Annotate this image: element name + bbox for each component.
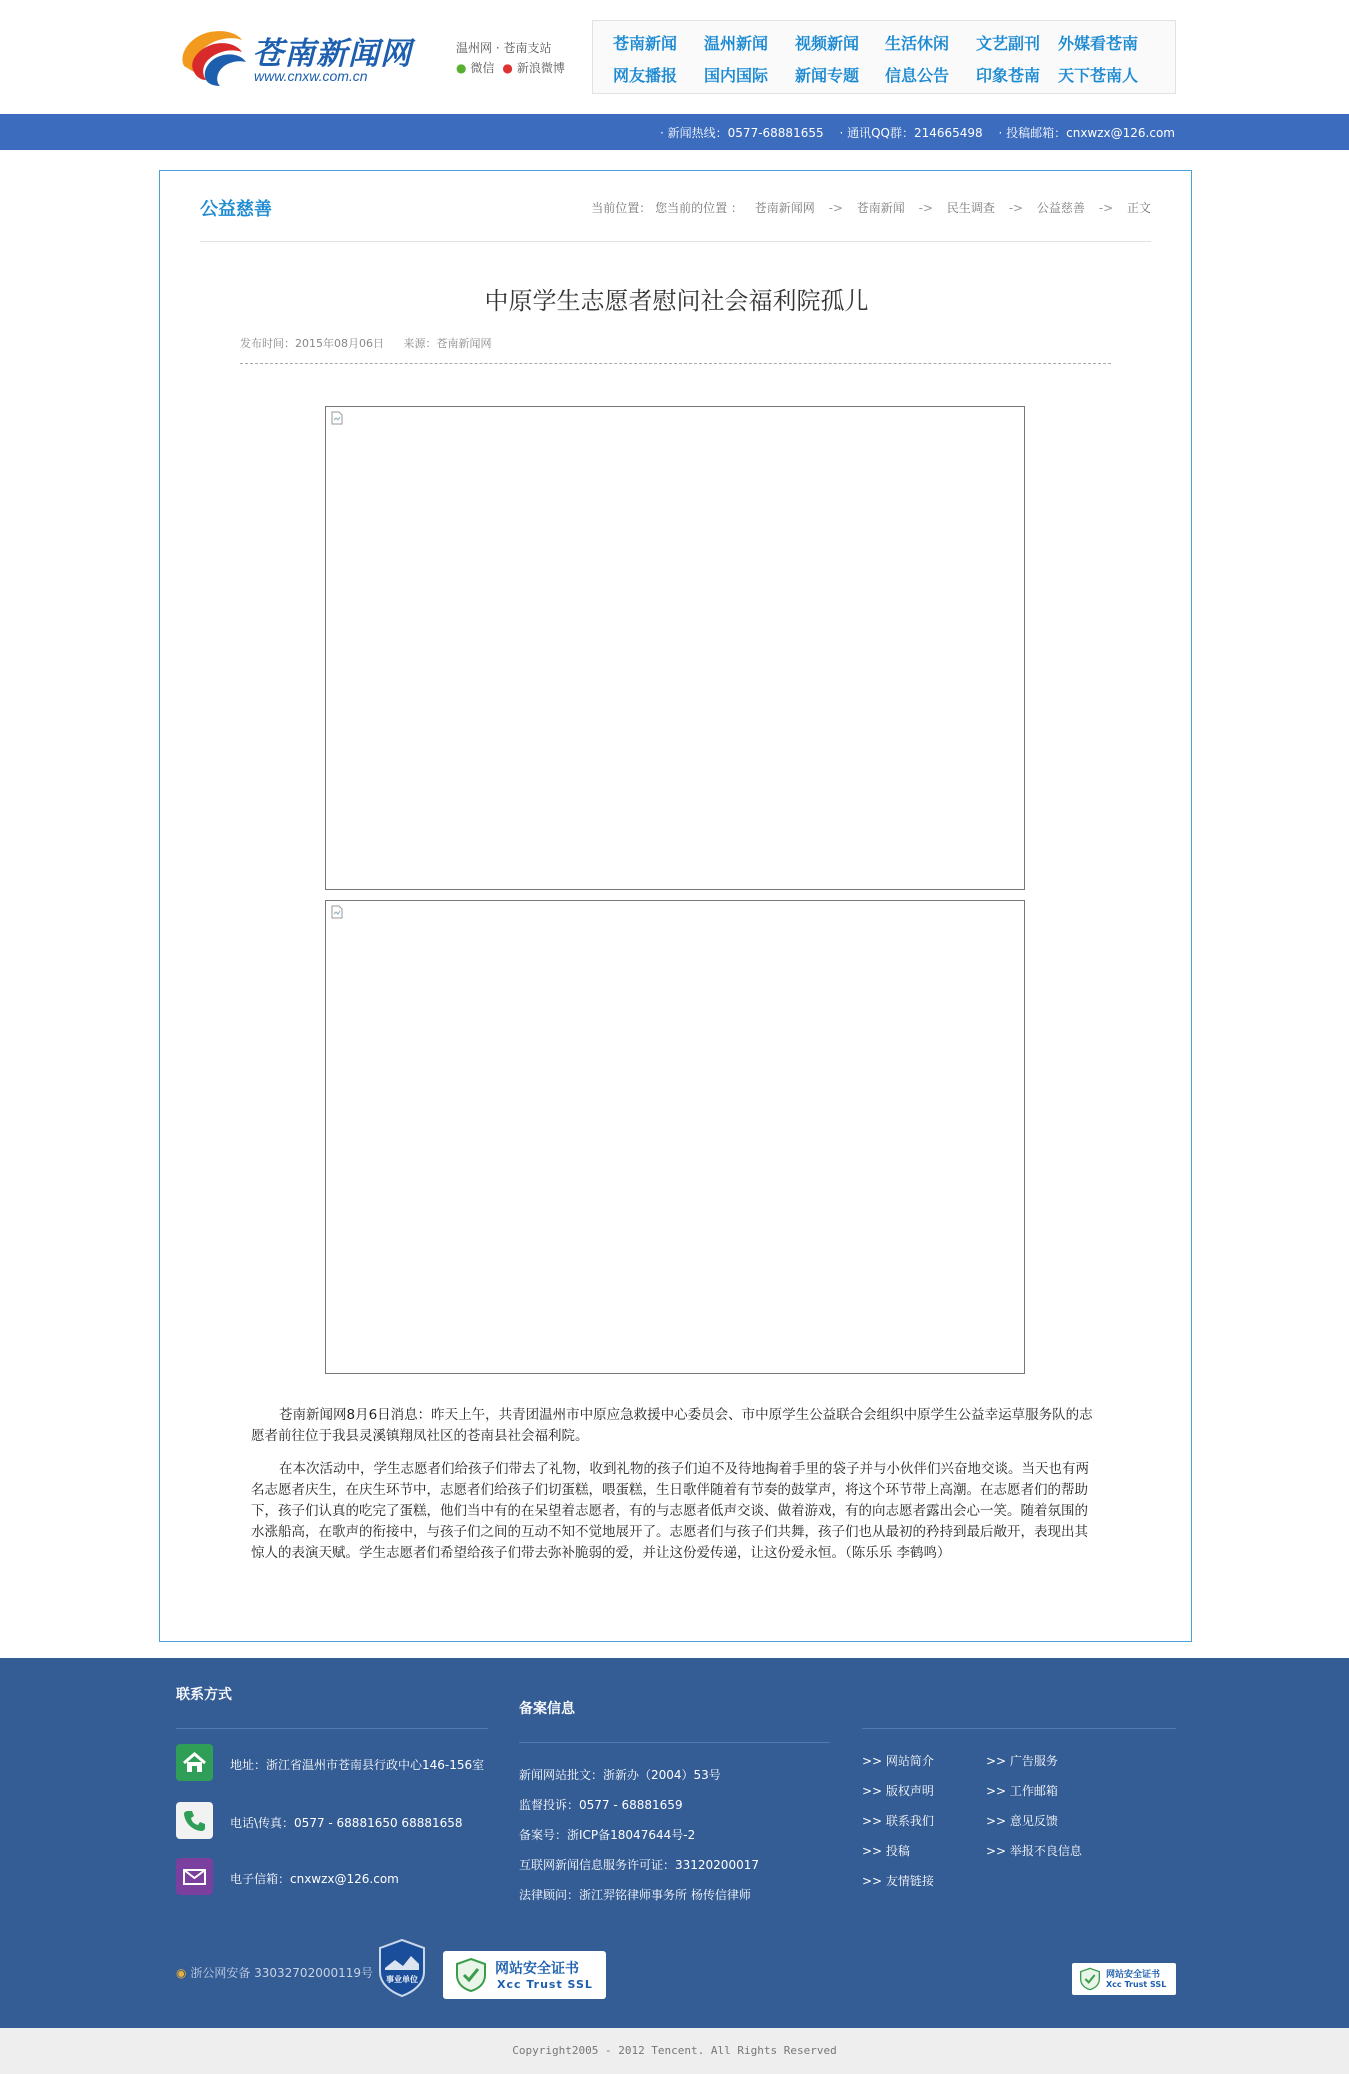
cert-subtitle: Xcc Trust SSL [497, 1978, 593, 1991]
home-icon [176, 1744, 213, 1781]
breadcrumb-item[interactable]: 民生调查 [946, 201, 995, 215]
divider [862, 1728, 1176, 1729]
main-nav [592, 20, 1176, 94]
nav-item[interactable]: 新闻专题 [795, 66, 860, 85]
nav-item[interactable]: 文艺副刊 [976, 34, 1041, 53]
site-header [0, 0, 1349, 114]
shield-check-icon [453, 1957, 489, 1993]
footer-link[interactable]: >> 举报不良信息 [986, 1844, 1082, 1858]
police-record[interactable] [176, 1964, 373, 1981]
article-source: 来源：苍南新闻网 [403, 337, 492, 350]
article-meta [240, 335, 508, 351]
weibo-icon: ● [502, 61, 513, 75]
copyright: Copyright2005 - 2012 Tencent. All Rights Reserved [0, 2028, 1349, 2074]
weixin-link[interactable]: 微信 [470, 61, 495, 75]
qq-text: · 通讯QQ群：214665498 [839, 126, 983, 140]
breadcrumb-sep: -> [918, 201, 934, 215]
site-url: www.cnxw.com.cn [254, 68, 368, 84]
category-title: 公益慈善 [200, 199, 272, 220]
police-emblem-icon: ◉ [176, 1966, 187, 1980]
article-paragraph: 苍南新闻网8月6日消息：昨天上午，共青团温州市中原应急救援中心委员会、市中原学生公益联合会组织中原学生公益幸运草服务队的志愿者前往位于我县灵溪镇翔凤社区的苍南县社会福利院。 [251, 1407, 1093, 1444]
broken-image-icon [330, 411, 344, 425]
divider [519, 1742, 830, 1743]
weixin-icon: ● [456, 61, 467, 75]
mail-icon [176, 1858, 213, 1895]
site-logo[interactable] [176, 26, 436, 88]
phone-icon [176, 1802, 213, 1839]
beian-line: 法律顾问：浙江羿铭律师事务所 杨传信律师 [519, 1888, 751, 1902]
breadcrumb-item[interactable]: 苍南新闻 [856, 201, 905, 215]
nav-item[interactable]: 印象苍南 [976, 66, 1041, 85]
address-text: 地址：浙江省温州市苍南县行政中心146-156室 [230, 1758, 485, 1772]
beian-title: 备案信息 [519, 1701, 575, 1717]
cert-title: 网站安全证书 [1106, 1970, 1161, 1980]
hotline-text: · 新闻热线：0577-68881655 [660, 126, 824, 140]
breadcrumb-sep: -> [828, 201, 843, 215]
site-footer [0, 1658, 1349, 2028]
footer-link[interactable]: >> 工作邮箱 [986, 1784, 1058, 1798]
logo-swoosh-icon [176, 26, 252, 88]
email-text[interactable]: 电子信箱：cnxwzx@126.com [230, 1872, 399, 1886]
breadcrumb-item[interactable]: 公益慈善 [1036, 201, 1085, 215]
breadcrumb [591, 199, 1151, 216]
public-institution-badge-icon[interactable] [377, 1938, 427, 1998]
breadcrumb-item[interactable]: 苍南新闻网 [754, 201, 815, 215]
breadcrumb-sep: -> [1008, 201, 1024, 215]
phone-text: 电话\传真：0577 - 68881650 68881658 [230, 1816, 463, 1830]
breadcrumb-item: 正文 [1126, 201, 1151, 215]
nav-item[interactable]: 外媒看苍南 [1058, 34, 1139, 53]
breadcrumb-you-are: 您当前的位置 ： [655, 201, 743, 215]
breadcrumb-sep: -> [1098, 201, 1114, 215]
nav-item[interactable]: 国内国际 [704, 66, 769, 85]
article-paragraph: 在本次活动中，学生志愿者们给孩子们带去了礼物，收到礼物的孩子们迫不及待地掏着手里的袋子并与小伙伴们兴奋地交谈。当天也有两名志愿者庆生，在庆生环节中，志愿者们给孩子们切蛋糕，喂蛋糕，生日歌伴随着有节奏的鼓掌声，将这个环节带上高潮。在志愿者们的帮助下，孩子们认真的吃完了蛋糕，他们当中有的在呆望着志愿者，有的与志愿者低声交谈、做着游戏，有的向志愿者露出会心一笑。随着氛围的水涨船高，在歌声的衔接中，与孩子们之间的互动不知不觉地展开了。志愿者们与孩子们共舞，孩子们也从最初的矜持到最后敞开，表现出其惊人的表演天赋。学生志愿者们希望给孩子们带去弥补脆弱的爱，并让这份爱传递，让这份爱永恒。（陈乐乐 李鹤鸣） [251, 1461, 1089, 1561]
footer-link[interactable]: >> 投稿 [862, 1844, 910, 1858]
footer-link[interactable]: >> 友情链接 [862, 1874, 934, 1888]
divider [176, 1728, 488, 1729]
footer-link[interactable]: >> 网站简介 [862, 1754, 934, 1768]
publish-time: 发布时间：2015年08月06日 [240, 337, 384, 350]
police-record-text: 浙公网安备 33032702000119号 [190, 1966, 374, 1980]
nav-item[interactable]: 视频新闻 [795, 34, 860, 53]
footer-link[interactable]: >> 版权声明 [862, 1784, 934, 1798]
sub-info [456, 38, 569, 78]
nav-item[interactable]: 苍南新闻 [613, 34, 678, 53]
dashed-divider [240, 363, 1111, 364]
cert-subtitle: Xcc Trust SSL [1106, 1980, 1167, 1989]
beian-line: 互联网新闻信息服务许可证：33120200017 [519, 1858, 759, 1872]
nav-item[interactable]: 生活休闲 [885, 34, 950, 53]
nav-item[interactable]: 天下苍南人 [1058, 66, 1139, 85]
beian-line[interactable]: 备案号：浙ICP备18047644号-2 [519, 1828, 696, 1842]
contact-title: 联系方式 [176, 1687, 232, 1703]
contact-topbar [0, 114, 1349, 150]
footer-link[interactable]: >> 广告服务 [986, 1754, 1058, 1768]
article-title: 中原学生志愿者慰问社会福利院孤儿 [484, 287, 869, 315]
article-box [159, 170, 1192, 1642]
ssl-certificate-badge[interactable] [443, 1951, 606, 1999]
nav-item[interactable]: 温州新闻 [704, 34, 769, 53]
article-image [325, 900, 1025, 1374]
shield-check-icon [1078, 1967, 1102, 1991]
article-image [325, 406, 1025, 890]
footer-link[interactable]: >> 意见反馈 [986, 1814, 1058, 1828]
ssl-certificate-badge-small[interactable] [1072, 1963, 1176, 1995]
nav-item[interactable]: 网友播报 [613, 66, 678, 85]
footer-link[interactable]: >> 联系我们 [862, 1814, 934, 1828]
divider [200, 241, 1151, 242]
site-name: 苍南新闻网 [252, 36, 412, 72]
badge-text: 事业单位 [386, 1975, 418, 1984]
weibo-link[interactable]: 新浪微博 [516, 61, 565, 75]
broken-image-icon [330, 905, 344, 919]
nav-item[interactable]: 信息公告 [885, 66, 950, 85]
breadcrumb-prefix: 当前位置： [591, 201, 652, 215]
sub-line: 温州网 · 苍南支站 [456, 41, 552, 55]
cert-title: 网站安全证书 [495, 1961, 579, 1977]
email-text: · 投稿邮箱：cnxwzx@126.com [998, 126, 1175, 140]
beian-line: 新闻网站批文：浙新办（2004）53号 [519, 1768, 721, 1782]
beian-line: 监督投诉：0577 - 68881659 [519, 1798, 683, 1812]
